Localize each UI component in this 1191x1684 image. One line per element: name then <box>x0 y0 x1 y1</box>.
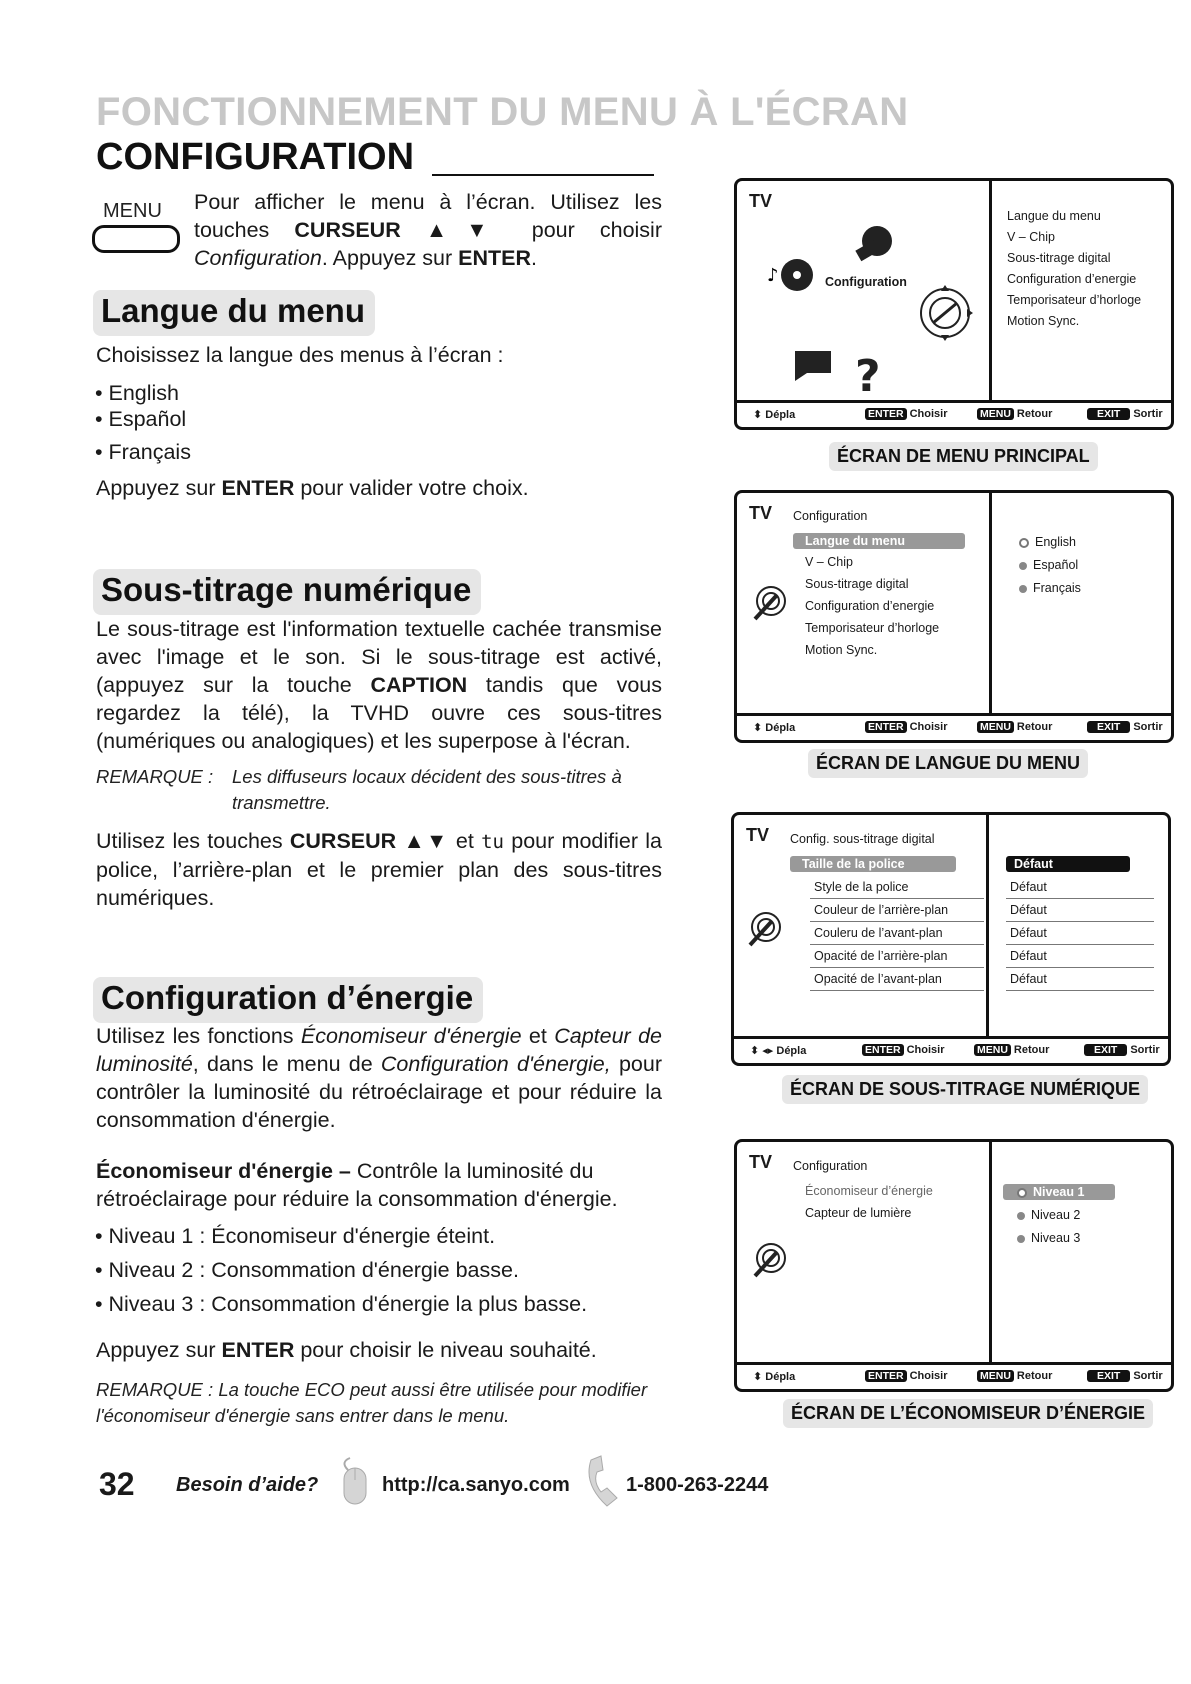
screen3-value-selected: Défaut <box>1006 856 1130 872</box>
screen2-item-2: V – Chip <box>805 555 853 569</box>
settings-globe-icon <box>742 907 786 951</box>
soustitrage-para-2: Utilisez les touches CURSEUR ▲▼ et tu pour modifier la police, l’arrière-plan et le premier plan des sous-titres numériques. <box>96 829 662 910</box>
screen-main-menu <box>734 178 1174 430</box>
screen3-value-3: Défaut <box>1010 903 1047 917</box>
screen-divider <box>989 181 992 401</box>
screen2-item-4: Configuration d’energie <box>805 599 935 613</box>
soustitrage-para-1: Le sous-titrage est l'information textuelle cachée transmise avec l'image et le son. Si le sous-titrage est activé, (appuyez sur la touche CAPTION tandis que vous regardez la télé), la TVHD ouvre ces sous-titres (numériques ou analogiques) et les superpose à l'écran. <box>96 617 662 753</box>
screen-divider <box>989 1142 992 1363</box>
support-url[interactable]: http://ca.sanyo.com <box>382 1474 570 1496</box>
grid-line <box>1006 898 1154 899</box>
screen-footer-line <box>737 1362 1171 1365</box>
footer-move: ⬍ Dépla <box>753 1371 796 1383</box>
svg-text:♪: ♪ <box>767 265 779 286</box>
help-text: Besoin d’aide? <box>176 1474 319 1496</box>
soustitrage-heading: Sous-titrage numérique <box>93 569 481 615</box>
settings-globe-icon <box>747 581 791 625</box>
grid-line <box>810 944 984 945</box>
screen3-value-6: Défaut <box>1010 972 1047 986</box>
settings-globe-icon <box>921 285 973 341</box>
screen2-item-3: Sous-titrage digital <box>805 577 909 591</box>
footer-exit: EXIT Sortir <box>1084 1044 1160 1056</box>
screen1-item-6: Motion Sync. <box>1007 314 1080 328</box>
screen3-caption: ÉCRAN DE SOUS-TITRAGE NUMÉRIQUE <box>782 1075 1148 1104</box>
footer-move: ⬍ Dépla <box>753 409 796 421</box>
screen2-item-6: Motion Sync. <box>805 643 878 657</box>
langue-option-english: • English <box>95 381 180 405</box>
screen1-caption: ÉCRAN DE MENU PRINCIPAL <box>829 442 1098 471</box>
energie-level-2: • Niveau 2 : Consommation d'énergie basse. <box>95 1258 519 1282</box>
footer-exit: EXIT Sortir <box>1087 721 1163 733</box>
grid-line <box>810 898 984 899</box>
footer-choose: ENTER Choisir <box>865 1370 948 1382</box>
screen1-item-1: Langue du menu <box>1007 209 1101 223</box>
menu-button-icon <box>92 225 180 253</box>
footer-exit: EXIT Sortir <box>1087 408 1163 420</box>
screen1-item-5: Temporisateur d’horloge <box>1007 293 1142 307</box>
title-underline <box>432 174 654 176</box>
footer-back: MENU Retour <box>977 721 1052 733</box>
screen-divider <box>989 493 992 714</box>
screen4-item-selected: Économiseur d’énergie <box>805 1184 933 1198</box>
page-title: CONFIGURATION <box>96 136 415 178</box>
screen2-title: Configuration <box>793 509 868 523</box>
screen4-title: Configuration <box>793 1159 868 1173</box>
screen3-item-2: Style de la police <box>814 880 909 894</box>
screen2-option-francais: Français <box>1019 581 1081 595</box>
grid-line <box>810 990 984 991</box>
grid-line <box>1006 921 1154 922</box>
section-heading: FONCTIONNEMENT DU MENU À L'ÉCRAN <box>96 90 909 134</box>
langue-heading: Langue du menu <box>93 290 375 336</box>
screen-footer-line <box>737 713 1171 716</box>
tv-label: TV <box>749 1152 773 1172</box>
satellite-icon <box>855 226 892 261</box>
page-number: 32 <box>99 1466 135 1502</box>
footer-choose: ENTER Choisir <box>865 408 948 420</box>
footer-choose: ENTER Choisir <box>862 1044 945 1056</box>
screen4-caption: ÉCRAN DE L’ÉCONOMISEUR D’ÉNERGIE <box>783 1399 1153 1428</box>
energie-heading: Configuration d’énergie <box>93 977 483 1023</box>
energie-para-1: Utilisez les fonctions Économiseur d'énergie et Capteur de luminosité, dans le menu de Configuration d'énergie, pour contrôler la luminosité du rétroéclairage et pour réduire la consommation d'énergie. <box>96 1024 662 1132</box>
footer-back: MENU Retour <box>977 1370 1052 1382</box>
screen1-item-2: V – Chip <box>1007 230 1055 244</box>
screen3-item-4: Couleru de l’avant-plan <box>814 926 943 940</box>
screen3-item-6: Opacité de l’avant-plan <box>814 972 942 986</box>
screen3-value-5: Défaut <box>1010 949 1047 963</box>
tv-label: TV <box>749 191 773 211</box>
tv-label: TV <box>749 503 773 523</box>
screen4-option-3: Niveau 3 <box>1017 1231 1080 1245</box>
energie-choose: Appuyez sur ENTER pour choisir le niveau souhaité. <box>96 1338 597 1362</box>
intro-text: Pour afficher le menu à l’écran. Utilisez les touches CURSEUR ▲▼ pour choisir Configuration. Appuyez sur ENTER. <box>194 190 662 270</box>
support-phone[interactable]: 1-800-263-2244 <box>626 1474 769 1496</box>
grid-line <box>1006 944 1154 945</box>
screen3-value-4: Défaut <box>1010 926 1047 940</box>
grid-line <box>810 921 984 922</box>
screen-footer-line <box>734 1036 1168 1039</box>
game-icon <box>795 351 831 381</box>
grid-line <box>1006 967 1154 968</box>
screen1-item-4: Configuration d’energie <box>1007 272 1137 286</box>
screen1-center-label: Configuration <box>825 275 907 289</box>
langue-option-francais: • Français <box>95 440 191 464</box>
screen4-item-2: Capteur de lumière <box>805 1206 912 1220</box>
screen-language-menu <box>734 490 1174 743</box>
screen1-item-3: Sous-titrage digital <box>1007 251 1111 265</box>
screen-digital-caption <box>731 812 1171 1066</box>
screen3-value-2: Défaut <box>1010 880 1047 894</box>
soustitrage-note-text: Les diffuseurs locaux décident des sous-titres à transmettre. <box>232 766 622 813</box>
screen2-option-espanol: Español <box>1019 558 1078 572</box>
langue-confirm: Appuyez sur ENTER pour valider votre choix. <box>96 476 529 500</box>
screen4-option-selected: Niveau 1 <box>1003 1184 1115 1200</box>
langue-option-espanol: • Español <box>95 407 187 431</box>
footer-move: ⬍ ◂▸ Dépla <box>750 1045 807 1057</box>
footer-exit: EXIT Sortir <box>1087 1370 1163 1382</box>
grid-line <box>1006 990 1154 991</box>
footer-move: ⬍ Dépla <box>753 722 796 734</box>
tv-label: TV <box>746 825 770 845</box>
screen2-caption: ÉCRAN DE LANGUE DU MENU <box>808 749 1088 778</box>
soustitrage-note-label: REMARQUE : <box>96 766 214 787</box>
screen3-item-3: Couleur de l’arrière-plan <box>814 903 949 917</box>
screen-divider <box>986 815 989 1037</box>
energie-level-1: • Niveau 1 : Économiseur d'énergie éteint. <box>95 1224 496 1248</box>
menu-button-label: MENU <box>103 200 162 222</box>
screen3-title: Config. sous-titrage digital <box>790 832 935 846</box>
screen-energy-saver <box>734 1139 1174 1392</box>
screen2-item-5: Temporisateur d’horloge <box>805 621 940 635</box>
energie-eco-desc: Économiseur d'énergie – Contrôle la luminosité du rétroéclairage pour réduire la consommation d'énergie. <box>96 1159 618 1211</box>
footer-back: MENU Retour <box>974 1044 1049 1056</box>
menu-icons <box>757 211 987 401</box>
screen3-item-selected: Taille de la police <box>790 856 956 872</box>
screen4-option-2: Niveau 2 <box>1017 1208 1080 1222</box>
energie-note: REMARQUE : La touche ECO peut aussi être utilisée pour modifier l'économiseur d'énergie sans entrer dans le menu. <box>96 1379 648 1426</box>
settings-globe-icon <box>747 1238 791 1282</box>
grid-line <box>810 967 984 968</box>
phone-icon <box>585 1454 629 1510</box>
help-icon: ? <box>855 351 881 401</box>
langue-desc: Choisissez la langue des menus à l’écran : <box>96 343 504 367</box>
mouse-icon <box>336 1454 376 1510</box>
energie-level-3: • Niveau 3 : Consommation d'énergie la plus basse. <box>95 1292 588 1316</box>
screen3-item-5: Opacité de l’arrière-plan <box>814 949 948 963</box>
footer-choose: ENTER Choisir <box>865 721 948 733</box>
music-disc-icon <box>767 259 813 291</box>
footer-back: MENU Retour <box>977 408 1052 420</box>
screen2-option-english: English <box>1019 535 1076 549</box>
screen2-item-selected: Langue du menu <box>793 533 965 549</box>
